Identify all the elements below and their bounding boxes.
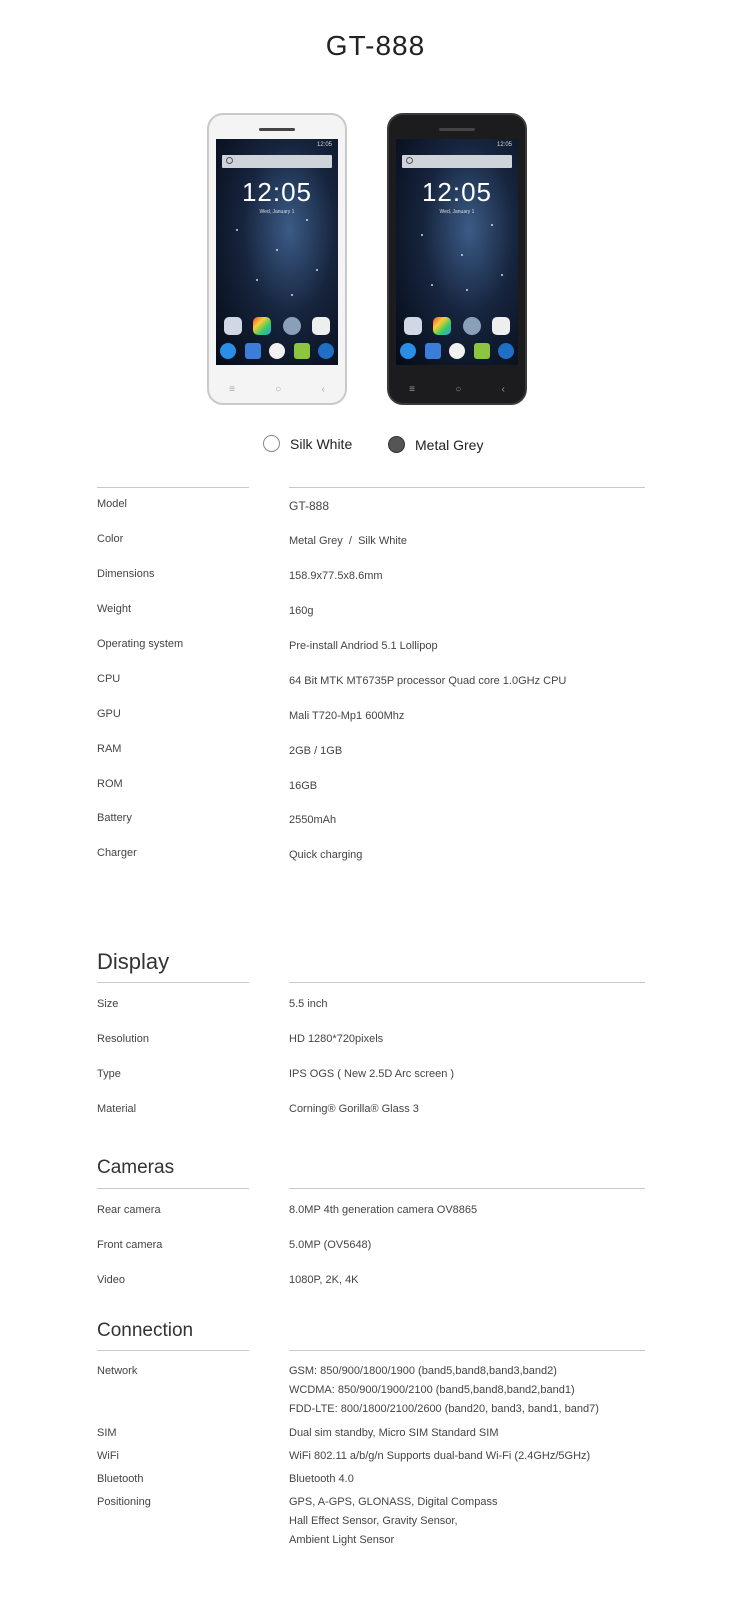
spec-label: SIM — [97, 1427, 117, 1439]
spec-value: 2550mAh — [289, 814, 337, 826]
spec-value: 5.0MP (OV5648) — [289, 1239, 372, 1251]
search-bar — [222, 155, 332, 168]
spec-value: Mali T720-Mp1 600Mhz — [289, 710, 405, 722]
spec-value: 2GB / 1GB — [289, 745, 343, 757]
app-drawer-icon — [269, 343, 285, 359]
spec-label: Material — [97, 1103, 137, 1115]
spec-label: WiFi — [97, 1450, 119, 1462]
divider — [97, 982, 249, 983]
nav-bar — [209, 384, 345, 395]
spec-label: GPU — [97, 708, 121, 720]
settings-icon — [283, 317, 301, 335]
spec-value: Bluetooth 4.0 — [289, 1473, 354, 1485]
camera-icon — [404, 317, 422, 335]
contacts-icon — [425, 343, 441, 359]
spec-label: Type — [97, 1068, 121, 1080]
nav-bar — [389, 384, 525, 395]
spec-value: 64 Bit MTK MT6735P processor Quad core 1.0GHz CPU — [289, 675, 567, 687]
spec-value: IPS OGS ( New 2.5D Arc screen ) — [289, 1068, 455, 1080]
menu-icon: ≡ — [409, 384, 415, 395]
spec-value: 1080P, 2K, 4K — [289, 1274, 359, 1286]
phone-image-silk-white — [207, 113, 347, 405]
phone-image-metal-grey — [387, 113, 527, 405]
gallery-icon — [253, 317, 271, 335]
spec-label: Network — [97, 1365, 138, 1377]
spec-value: GSM: 850/900/1800/1900 (band5,band8,band3,band2) — [289, 1365, 557, 1377]
spec-label: Operating system — [97, 638, 184, 650]
menu-icon: ≡ — [229, 384, 235, 395]
grey-swatch-icon — [388, 436, 405, 453]
spec-value: HD 1280*720pixels — [289, 1033, 384, 1045]
divider — [289, 1188, 645, 1189]
back-icon: ‹ — [321, 384, 325, 395]
spec-value: 160g — [289, 605, 314, 617]
spec-label: Front camera — [97, 1239, 163, 1251]
spec-value: Metal Grey / Silk White — [289, 535, 407, 547]
settings-icon — [463, 317, 481, 335]
divider — [289, 487, 645, 488]
spec-label: Positioning — [97, 1496, 151, 1508]
spec-value: Pre-install Andriod 5.1 Lollipop — [289, 640, 438, 652]
spec-value: WCDMA: 850/900/1900/2100 (band5,band8,band2,band1) — [289, 1384, 575, 1396]
home-icon: ○ — [275, 384, 282, 395]
lockscreen-date: Wed, January 1 — [439, 209, 475, 215]
spec-label: Size — [97, 998, 119, 1010]
messaging-icon — [474, 343, 490, 359]
spec-value: Hall Effect Sensor, Gravity Sensor, — [289, 1515, 458, 1527]
color-option-metal-grey[interactable] — [388, 436, 483, 453]
spec-value: 8.0MP 4th generation camera OV8865 — [289, 1204, 478, 1216]
spec-value: Ambient Light Sensor — [289, 1534, 395, 1546]
color-label: Metal Grey — [415, 436, 484, 453]
spec-label: Dimensions — [97, 568, 155, 580]
search-bar — [402, 155, 512, 168]
phone-icon — [220, 343, 236, 359]
spec-value: GT-888 — [289, 499, 330, 513]
divider — [97, 487, 249, 488]
play-store-icon — [312, 317, 330, 335]
app-row — [404, 317, 510, 335]
spec-label: Battery — [97, 812, 132, 824]
divider — [289, 1350, 645, 1351]
divider — [289, 982, 645, 983]
lockscreen-date: Wed, January 1 — [259, 209, 295, 215]
spec-label: Charger — [97, 847, 137, 859]
spec-label: Bluetooth — [97, 1473, 144, 1485]
spec-value: Corning® Gorilla® Glass 3 — [289, 1103, 419, 1115]
phone-screen — [396, 139, 518, 365]
gallery-icon — [433, 317, 451, 335]
divider — [97, 1350, 249, 1351]
browser-icon — [318, 343, 334, 359]
spec-value: Dual sim standby, Micro SIM Standard SIM — [289, 1427, 499, 1439]
spec-value: GPS, A-GPS, GLONASS, Digital Compass — [289, 1496, 498, 1508]
home-icon: ○ — [455, 384, 462, 395]
spec-value: WiFi 802.11 a/b/g/n Supports dual-band Wi-Fi (2.4GHz/5GHz) — [289, 1450, 591, 1462]
section-heading-connection: Connection — [97, 1320, 194, 1341]
dock — [220, 343, 334, 359]
play-store-icon — [492, 317, 510, 335]
spec-value: 158.9x77.5x8.6mm — [289, 570, 383, 582]
camera-icon — [224, 317, 242, 335]
spec-label: Model — [97, 498, 127, 510]
spec-value: 16GB — [289, 780, 318, 792]
spec-value: Quick charging — [289, 849, 363, 861]
section-heading-display: Display — [97, 949, 170, 974]
color-options — [0, 432, 751, 458]
lockscreen-clock: 12:05 — [241, 177, 313, 207]
phone-screen — [216, 139, 338, 365]
color-label: Silk White — [290, 435, 353, 452]
status-time: 12:05 — [496, 142, 512, 148]
browser-icon — [498, 343, 514, 359]
spec-label: RAM — [97, 743, 122, 755]
section-heading-cameras: Cameras — [97, 1157, 175, 1178]
spec-value: FDD-LTE: 800/1800/2100/2600 (band20, band3, band1, band7) — [289, 1403, 599, 1415]
white-swatch-icon — [263, 435, 280, 452]
spec-label: Color — [97, 533, 124, 545]
phone-icon — [400, 343, 416, 359]
spec-label: Weight — [97, 603, 132, 615]
earpiece — [439, 128, 475, 131]
spec-label: Video — [97, 1274, 125, 1286]
spec-label: ROM — [97, 778, 123, 790]
dock — [400, 343, 514, 359]
lockscreen-clock: 12:05 — [421, 177, 493, 207]
spec-value: 5.5 inch — [289, 998, 328, 1010]
status-time: 12:05 — [316, 142, 332, 148]
color-option-silk-white[interactable] — [263, 435, 352, 452]
spec-label: Resolution — [97, 1033, 149, 1045]
messaging-icon — [294, 343, 310, 359]
earpiece — [259, 128, 295, 131]
spec-label: Rear camera — [97, 1204, 161, 1216]
spec-label: CPU — [97, 673, 121, 685]
app-drawer-icon — [449, 343, 465, 359]
divider — [97, 1188, 249, 1189]
app-row — [224, 317, 330, 335]
page-title: GT-888 — [325, 30, 426, 61]
back-icon: ‹ — [501, 384, 505, 395]
contacts-icon — [245, 343, 261, 359]
